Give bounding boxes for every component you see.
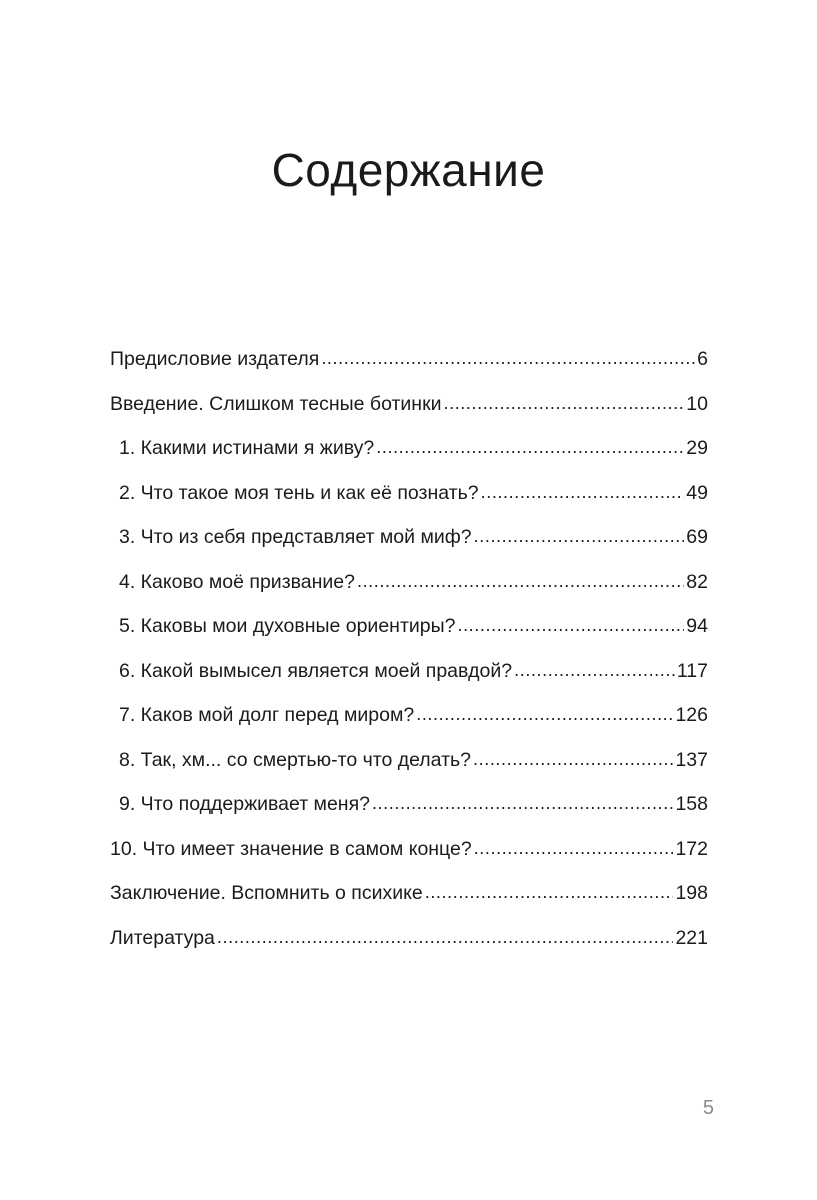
toc-dot-leader xyxy=(416,699,673,729)
toc-entry-label: Литература xyxy=(110,926,215,949)
toc-entry-page: 158 xyxy=(675,793,708,815)
toc-entry-label: 10. Что имеет значение в самом конце? xyxy=(110,837,472,860)
toc-entry-label: Предисловие издателя xyxy=(110,348,320,370)
toc-entry-page: 137 xyxy=(675,748,708,771)
toc-entry[interactable] xyxy=(110,745,708,790)
toc-entry[interactable] xyxy=(110,433,708,478)
toc-entry-label: 6. Какой вымысел является моей правдой? xyxy=(119,659,513,682)
toc-entry-page: 126 xyxy=(675,704,708,726)
toc-entry-label: Введение. Слишком тесные ботинки xyxy=(110,392,442,415)
toc-entry[interactable] xyxy=(110,923,708,968)
page-number: 5 xyxy=(702,1097,714,1119)
toc-dot-leader xyxy=(473,744,673,774)
page-title: Содержание xyxy=(271,144,546,196)
toc-dot-leader xyxy=(444,388,685,418)
toc-entry-label: 5. Каковы мои духовные ориентиры? xyxy=(119,615,456,637)
toc-entry-page: 29 xyxy=(686,437,708,459)
toc-entry-page: 10 xyxy=(686,392,708,415)
toc-dot-leader xyxy=(217,922,674,952)
toc-entry[interactable] xyxy=(110,789,708,834)
toc-dot-leader xyxy=(514,655,675,685)
toc-entry[interactable] xyxy=(110,611,708,656)
toc-entry-label: 3. Что из себя представляет мой миф? xyxy=(119,526,472,548)
toc-entry-page: 198 xyxy=(675,882,708,904)
toc-entry[interactable] xyxy=(110,478,708,523)
toc-entry-page: 221 xyxy=(675,926,708,949)
toc-dot-leader xyxy=(457,610,684,640)
toc-entry[interactable] xyxy=(110,834,708,879)
toc-entry-page: 49 xyxy=(686,481,708,504)
toc-entry-label: 8. Так, хм... со смертью-то что делать? xyxy=(119,748,472,771)
toc-entry-page: 117 xyxy=(676,659,708,682)
toc-entry-label: Заключение. Вспомнить о психике xyxy=(110,882,423,904)
toc-dot-leader xyxy=(376,432,684,462)
toc-dot-leader xyxy=(474,833,674,863)
toc-entry[interactable] xyxy=(110,656,708,701)
toc-entry[interactable] xyxy=(110,344,708,389)
toc-entry[interactable] xyxy=(110,878,708,923)
toc-dot-leader xyxy=(321,343,695,373)
toc-entry[interactable] xyxy=(110,567,708,612)
toc-entry-label: 2. Что такое моя тень и как её познать? xyxy=(119,481,479,504)
toc-entry-label: 4. Каково моё призвание? xyxy=(119,570,355,593)
toc-entry-page: 69 xyxy=(686,526,708,548)
toc-dot-leader xyxy=(372,788,673,818)
toc-entry[interactable] xyxy=(110,522,708,567)
toc-entry[interactable] xyxy=(110,700,708,745)
toc-entry-page: 94 xyxy=(686,615,708,637)
table-of-contents xyxy=(110,344,708,967)
toc-entry[interactable] xyxy=(110,389,708,434)
toc-entry-label: 1. Какими истинами я живу? xyxy=(119,437,375,459)
toc-entry-page: 172 xyxy=(675,837,708,860)
toc-dot-leader xyxy=(474,521,685,551)
toc-entry-page: 82 xyxy=(686,570,708,593)
toc-dot-leader xyxy=(357,566,684,596)
toc-entry-label: 7. Каков мой долг перед миром? xyxy=(119,704,415,726)
toc-dot-leader xyxy=(481,477,685,507)
toc-entry-label: 9. Что поддерживает меня? xyxy=(119,793,370,815)
toc-entry-page: 6 xyxy=(697,348,708,370)
toc-dot-leader xyxy=(425,877,674,907)
